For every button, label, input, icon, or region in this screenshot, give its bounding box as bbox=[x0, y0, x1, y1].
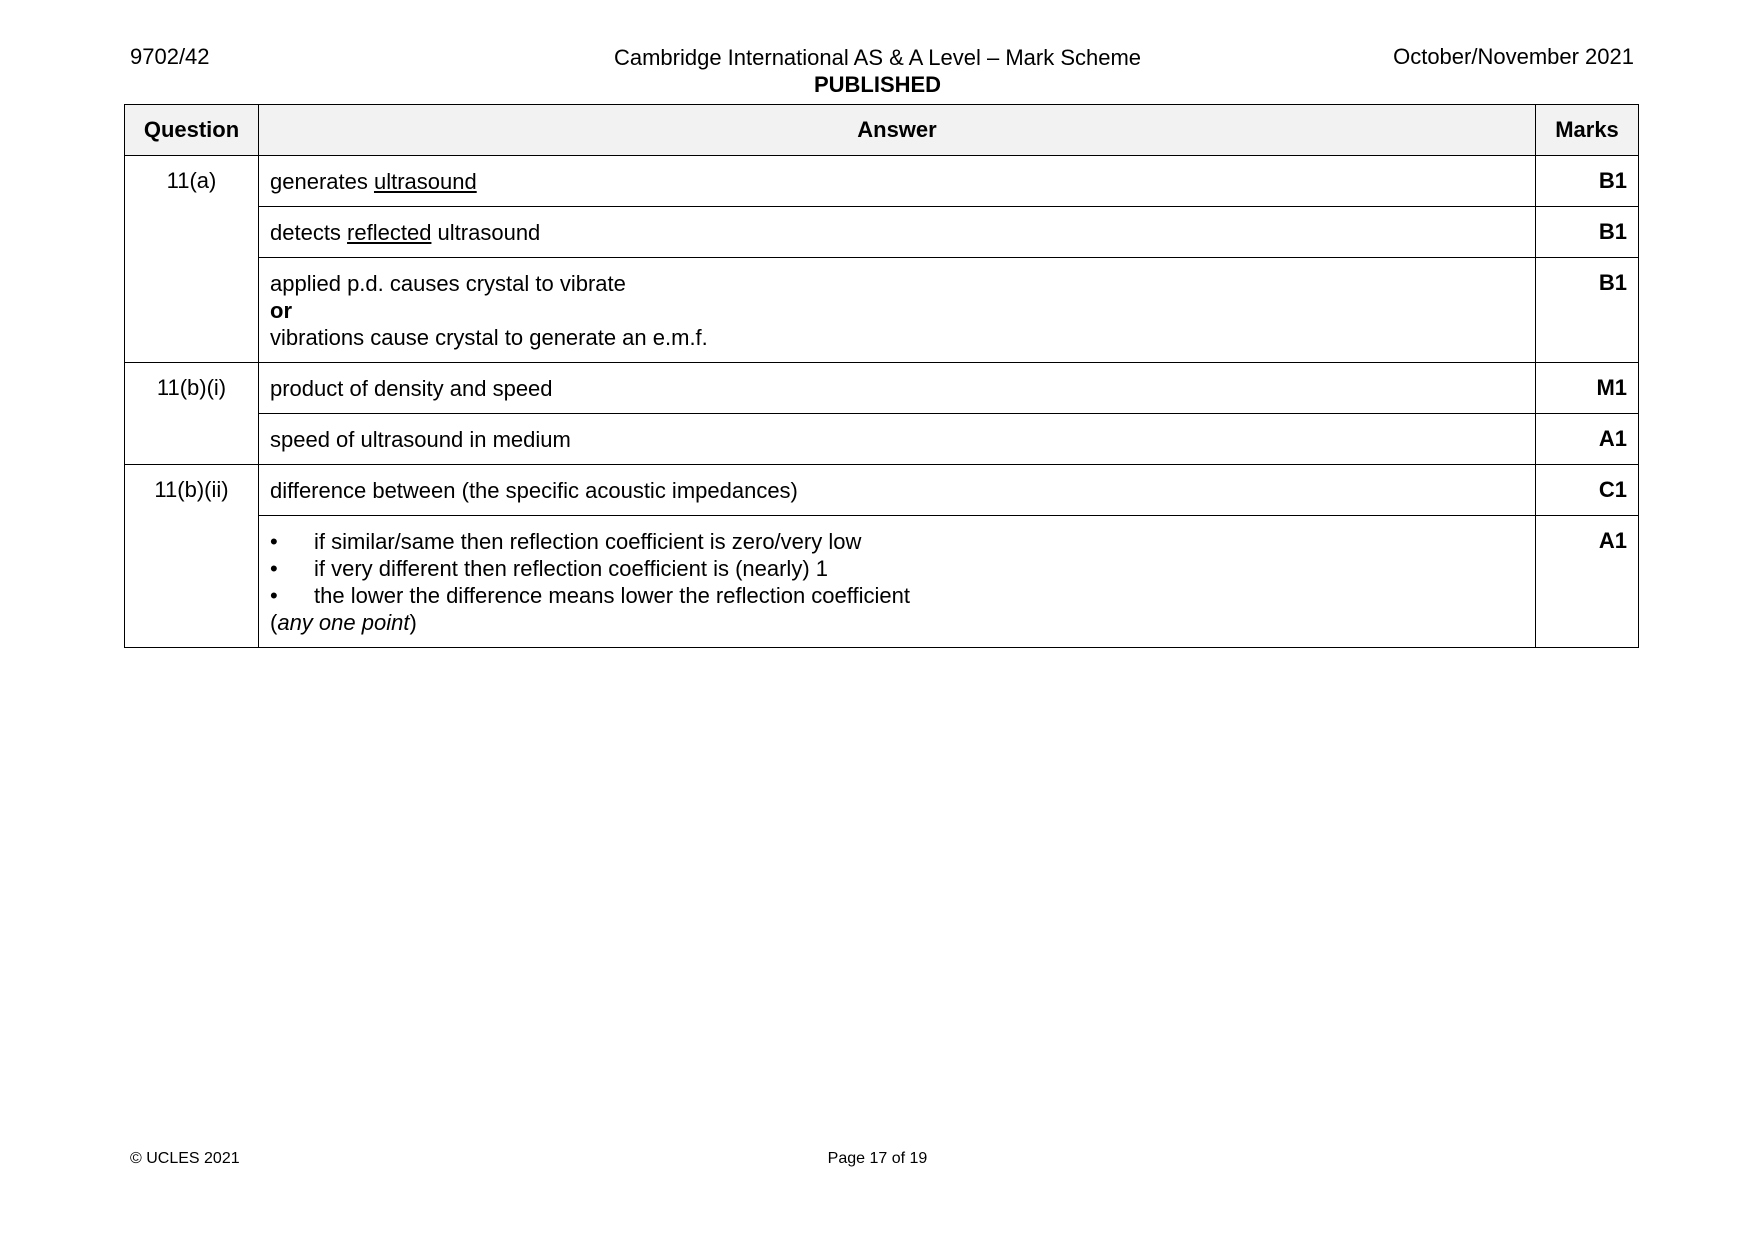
column-header-marks: Marks bbox=[1536, 105, 1639, 156]
answer-cell: difference between (the specific acoustic impedances) bbox=[259, 465, 1536, 516]
copyright-notice: © UCLES 2021 bbox=[130, 1150, 240, 1167]
answer-text: applied p.d. causes crystal to vibrate bbox=[270, 271, 626, 296]
question-number: 11(b)(i) bbox=[125, 363, 259, 465]
mark-cell: M1 bbox=[1536, 363, 1639, 414]
answer-text: detects bbox=[270, 220, 348, 245]
mark-cell: B1 bbox=[1536, 258, 1639, 363]
answer-cell bbox=[259, 207, 1536, 258]
table-row bbox=[125, 156, 1639, 207]
answer-text: vibrations cause crystal to generate an e.m.f. bbox=[270, 325, 708, 350]
mark-cell: A1 bbox=[1536, 414, 1639, 465]
paren: ( bbox=[270, 610, 278, 635]
mark-cell: B1 bbox=[1536, 156, 1639, 207]
answer-cell: speed of ultrasound in medium bbox=[259, 414, 1536, 465]
answer-text: generates bbox=[270, 169, 374, 194]
column-header-answer: Answer bbox=[259, 105, 1536, 156]
exam-session: October/November 2021 bbox=[1393, 44, 1634, 69]
table-header-row bbox=[125, 105, 1639, 156]
syllabus-code: 9702/42 bbox=[130, 44, 210, 69]
column-header-question: Question bbox=[125, 105, 259, 156]
table-row bbox=[125, 414, 1639, 465]
published-label: PUBLISHED bbox=[813, 72, 942, 97]
table-row bbox=[125, 465, 1639, 516]
answer-text: ultrasound bbox=[431, 220, 541, 245]
underlined-keyword: reflected bbox=[347, 220, 432, 245]
answer-cell bbox=[259, 156, 1536, 207]
bullet-list bbox=[270, 528, 1524, 609]
mark-scheme-table bbox=[124, 104, 1639, 648]
table-row bbox=[125, 363, 1639, 414]
answer-cell bbox=[259, 258, 1536, 363]
note-text: any one point bbox=[277, 610, 410, 635]
bullet-item: • if very different then reflection coefficient is (nearly) 1 bbox=[270, 555, 1524, 582]
marking-note bbox=[270, 609, 1524, 636]
bullet-item: • the lower the difference means lower the reflection coefficient bbox=[270, 582, 1524, 609]
title-text: Cambridge International AS & A Level – Mark Scheme bbox=[613, 45, 1142, 70]
mark-cell: A1 bbox=[1536, 516, 1639, 648]
question-number: 11(b)(ii) bbox=[125, 465, 259, 648]
question-number: 11(a) bbox=[125, 156, 259, 363]
answer-cell: product of density and speed bbox=[259, 363, 1536, 414]
table-row bbox=[125, 207, 1639, 258]
page-number: Page 17 of 19 bbox=[827, 1150, 928, 1167]
mark-cell: B1 bbox=[1536, 207, 1639, 258]
bullet-item: • if similar/same then reflection coefficient is zero/very low bbox=[270, 528, 1524, 555]
table-row bbox=[125, 258, 1639, 363]
mark-cell: C1 bbox=[1536, 465, 1639, 516]
underlined-keyword: ultrasound bbox=[373, 169, 477, 194]
paren: ) bbox=[409, 610, 417, 635]
alternative-or-label: or bbox=[270, 298, 292, 323]
table-row bbox=[125, 516, 1639, 648]
answer-cell bbox=[259, 516, 1536, 648]
